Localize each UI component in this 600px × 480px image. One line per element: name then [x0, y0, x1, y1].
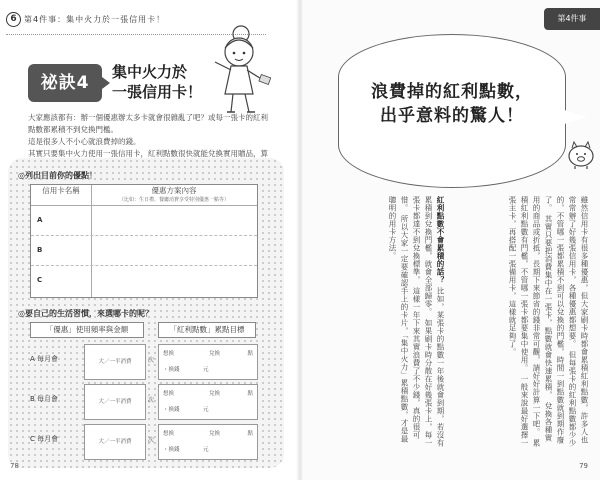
cell-text: 元 [203, 407, 209, 413]
article-paragraph: 其實只要把消費集中在一張卡，點數就會快速累積， [544, 214, 553, 399]
row-label: B 每月會 [30, 395, 59, 403]
question-2: ◎要自己的生活習慣，來選哪卡的呢？ [18, 309, 153, 318]
section-title-line: 一張信用卡！ [112, 83, 203, 101]
cell-text: 兌換 [209, 351, 221, 357]
table-header [31, 185, 91, 203]
bubble-title-line: 浪費掉的紅利點數， [371, 82, 533, 102]
cell-text: 兌換 [209, 431, 221, 437]
table-row [30, 424, 256, 460]
points-cell [158, 424, 258, 460]
page-number: 79 [579, 462, 588, 470]
article-paragraph: 如果刷卡時分散在好幾張卡上，每一張卡都達不到兌換標準， [412, 196, 433, 447]
row-divider [31, 265, 257, 266]
cell-text: 元 [203, 367, 209, 373]
table-header-points: 「紅利點數」累點目標 [158, 322, 256, 338]
cell-text: 兌換 [209, 391, 221, 397]
cell-text: 點 [247, 391, 253, 397]
question-1: ◎列出目前你的優點！ [18, 171, 97, 180]
article-paragraph: 比如，某張卡的點數一年後就會到期，若沒有累積到兌換門檻，就會全部歸零。 [424, 196, 445, 447]
points-cell [158, 384, 258, 420]
cell-text: 想換 [163, 351, 175, 357]
row-label: B [37, 246, 43, 254]
piggy-bank-icon [566, 138, 596, 170]
article-subheading: 紅利點數不會累積的話？ [436, 196, 445, 284]
column-divider [91, 185, 92, 297]
table-header-card: 信用卡名稱 [42, 186, 80, 195]
table-header-usage: 「優惠」使用頻率與金額 [30, 322, 144, 338]
section-title [112, 62, 202, 102]
article-paragraph: 但每張卡的紅利點數都少少的，不管哪一張都累積不到可以兌換的門檻，時間一到點數就到期作廢了。 [544, 196, 577, 447]
intro-paragraph: 大家應該都有：辦一個優惠辦太多卡就會很雜亂了吧？或每一張卡的紅利點數都累積不到兌換門檻。 [28, 113, 268, 134]
times-suffix: 次 [148, 397, 155, 404]
cell-text: 想換 [163, 391, 175, 397]
header-title: 第4件事：集中火力於一張信用卡！ [24, 15, 166, 24]
girl-illustration-icon [205, 22, 275, 117]
secret-badge: 祕訣4 [28, 64, 102, 102]
times-suffix: 次 [148, 437, 155, 444]
benefits-table [30, 184, 258, 298]
usage-cell: 大／一半消費 [84, 384, 146, 420]
row-label: A [37, 216, 43, 224]
article-body-left [310, 196, 446, 448]
cell-text: 點 [247, 351, 253, 357]
article-paragraph: 累積紅利點數有門檻，不管哪一張卡都要集中使用。 [520, 196, 541, 447]
article-paragraph: 兌換各種實用的商品或折抵，長期下來節省的錢非常可觀，請好好計算一下吧。 [532, 196, 553, 442]
habits-table [30, 322, 256, 460]
article-paragraph: 一般來說最好選擇一張主卡，再搭配一張備用卡，這樣就足夠了。 [508, 196, 529, 447]
article-paragraph: 雖然信用卡有很多種優惠，但大家刷卡時都會累積紅利點數，許多人也常常辦了好幾張信用卡，各種優惠都想要。 [568, 196, 589, 444]
cell-text: 元 [203, 447, 209, 453]
chapter-number: 6 [6, 12, 21, 27]
intro-paragraph: 其實只要集中火力使用一張信用卡，紅利點數很快就能兌換實用贈品，算 [28, 149, 268, 158]
bubble-title [356, 80, 548, 128]
table-header [91, 185, 257, 203]
times-suffix: 次 [148, 357, 155, 364]
book-gutter [296, 0, 304, 480]
usage-cell: 大／一半消費 [84, 424, 146, 460]
table-header-note: （比如：生日禮、餐廳消費享受特別優惠一點等） [118, 197, 229, 203]
article-paragraph: 所以大家一定要確認手上的卡片，「集中火力」累積點數，才是最聰明的用卡方法。 [388, 196, 409, 444]
intro-paragraph: 這是很多人不小心就浪費掉的錢。 [28, 137, 141, 146]
points-cell [158, 344, 258, 380]
row-label: C 每月會 [30, 435, 59, 443]
table-row [30, 344, 256, 380]
cell-text: ・換錢 [163, 407, 180, 413]
page-number: 78 [10, 462, 19, 470]
cell-text: ・換錢 [163, 447, 180, 453]
cell-text: ・換錢 [163, 367, 180, 373]
article-body-right [450, 196, 590, 448]
right-page [300, 0, 600, 480]
row-label: A 每月會 [30, 355, 59, 363]
table-header-benefit: 優惠方案內容 [151, 186, 197, 195]
row-divider [31, 235, 257, 236]
bubble-title-line: 出乎意料的驚人！ [380, 106, 524, 126]
article-paragraph: 這樣一年下來其實浪費了不少錢，真的很可惜。 [400, 196, 421, 439]
chapter-tab: 第4件事 [544, 8, 600, 30]
row-label: C [37, 276, 43, 284]
cell-text: 想換 [163, 431, 175, 437]
section-title-line: 集中火力於 [112, 63, 188, 81]
cell-text: 點 [247, 431, 253, 437]
usage-cell: 大／一半消費 [84, 344, 146, 380]
table-row [30, 384, 256, 420]
header-divider [31, 205, 257, 206]
